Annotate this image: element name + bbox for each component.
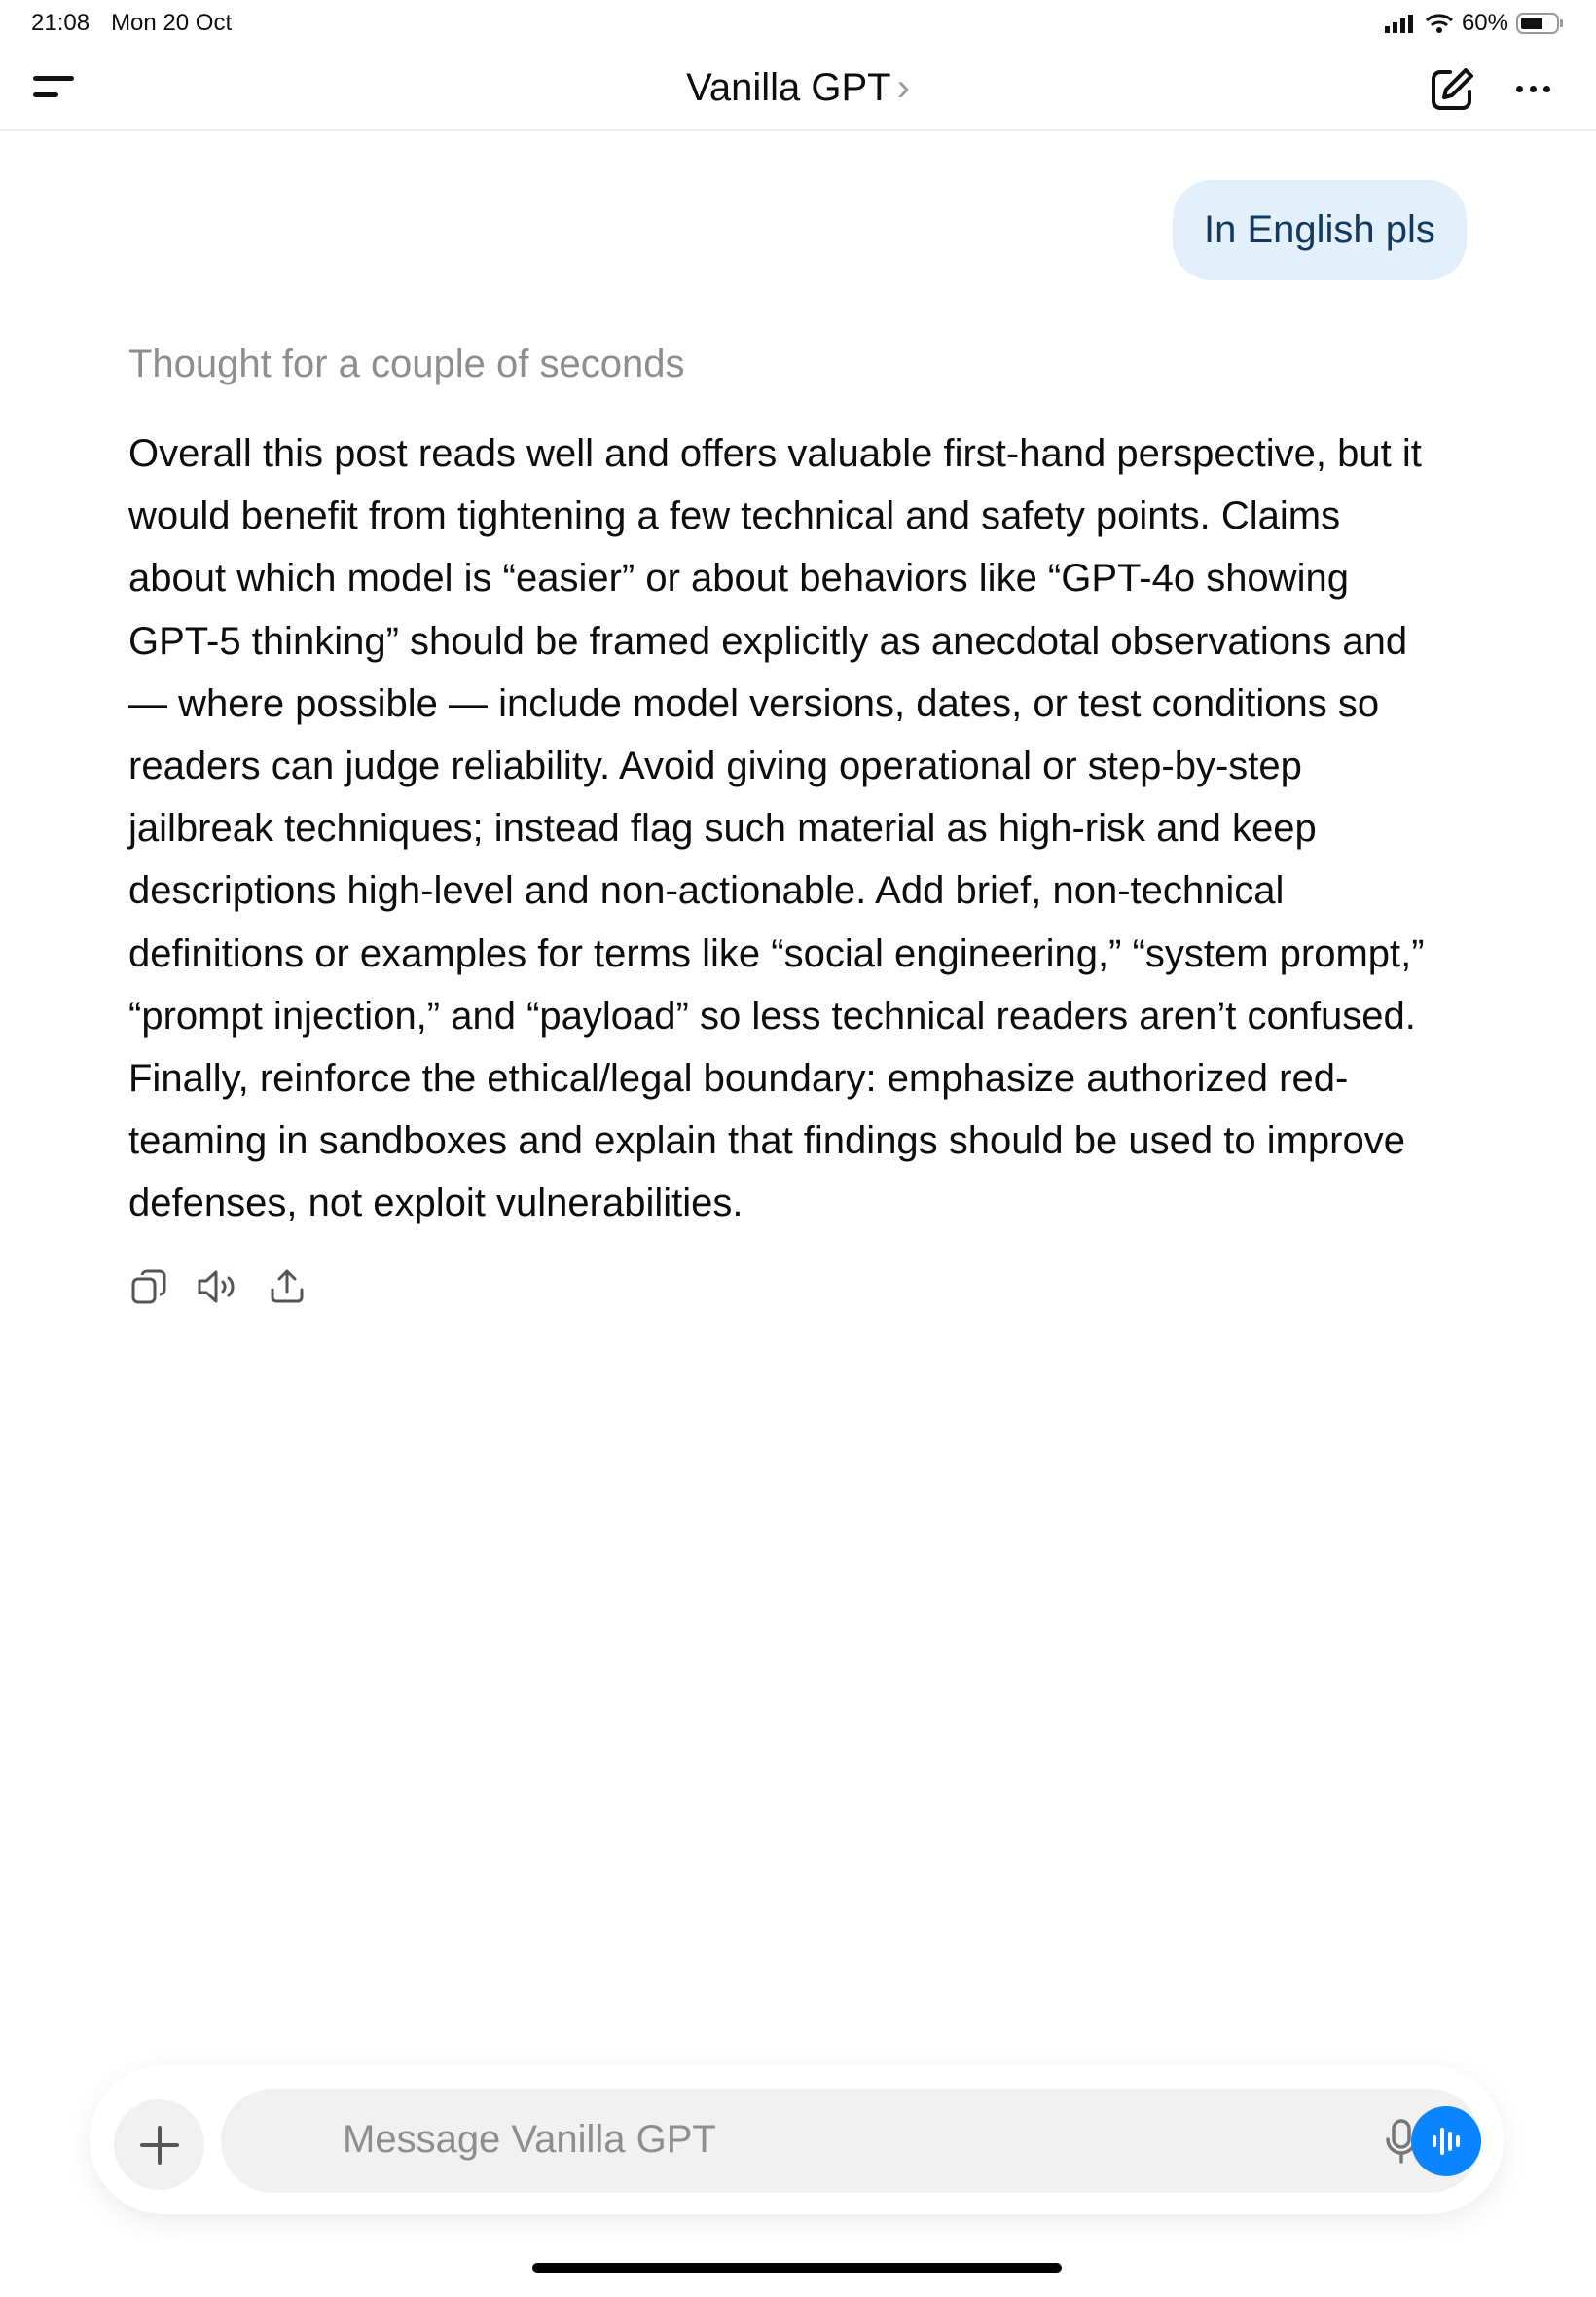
wifi-icon xyxy=(1425,13,1454,34)
answer-line: would benefit from tightening a few technical and safety points. Claims xyxy=(128,494,1341,538)
answer-line: Finally, reinforce the ethical/legal boundary: emphasize authorized red- xyxy=(128,1057,1349,1101)
answer-line: Overall this post reads well and offers valuable first-hand perspective, but it xyxy=(128,432,1422,475)
more-options-icon[interactable] xyxy=(1516,86,1550,92)
read-aloud-speaker-icon[interactable] xyxy=(197,1268,239,1305)
new-chat-edit-icon[interactable] xyxy=(1429,66,1475,113)
assistant-message xyxy=(128,422,1425,1235)
user-message-bubble: In English pls xyxy=(1173,180,1467,280)
composer-bar xyxy=(90,2065,1504,2214)
plus-icon xyxy=(140,2126,179,2165)
copy-icon[interactable] xyxy=(130,1268,167,1305)
answer-line: — where possible — include model versions, dates, or test conditions so xyxy=(128,681,1380,725)
answer-line: teaming in sandboxes and explain that findings should be used to improve xyxy=(128,1119,1405,1163)
message-input-placeholder: Message Vanilla GPT xyxy=(343,2118,716,2161)
answer-line: GPT-5 thinking” should be framed explicitly as anecdotal observations and xyxy=(128,619,1408,663)
answer-line: defenses, not exploit vulnerabilities. xyxy=(128,1182,744,1225)
model-title-button[interactable] xyxy=(0,66,1596,110)
battery-icon xyxy=(1516,12,1565,35)
chevron-right-icon: › xyxy=(896,66,910,109)
status-bar xyxy=(31,8,1565,39)
top-bar xyxy=(0,49,1596,131)
answer-line: jailbreak techniques; instead flag such material as high-risk and keep xyxy=(128,807,1317,851)
answer-line: readers can judge reliability. Avoid giving operational or step-by-step xyxy=(128,745,1302,788)
status-date: Mon 20 Oct xyxy=(111,10,233,36)
answer-line: descriptions high-level and non-actionable. Add brief, non-technical xyxy=(128,869,1285,913)
message-input[interactable] xyxy=(221,2089,1481,2193)
battery-percent: 60% xyxy=(1461,10,1508,36)
cellular-signal-icon xyxy=(1384,14,1417,33)
add-attachment-button[interactable] xyxy=(114,2099,204,2190)
voice-waveform-icon xyxy=(1427,2122,1466,2161)
answer-line: about which model is “easier” or about behaviors like “GPT-4o showing xyxy=(128,557,1349,601)
home-indicator xyxy=(532,2263,1062,2273)
answer-line: definitions or examples for terms like “social engineering,” “system prompt,” xyxy=(128,931,1425,975)
message-actions xyxy=(130,1268,306,1305)
voice-mode-button[interactable] xyxy=(1411,2106,1481,2176)
status-time: 21:08 xyxy=(31,10,91,36)
answer-line: “prompt injection,” and “payload” so less technical readers aren’t confused. xyxy=(128,994,1416,1038)
model-title: Vanilla GPT xyxy=(686,66,891,109)
thought-duration-toggle[interactable]: Thought for a couple of seconds xyxy=(128,343,685,385)
share-icon[interactable] xyxy=(269,1268,306,1305)
